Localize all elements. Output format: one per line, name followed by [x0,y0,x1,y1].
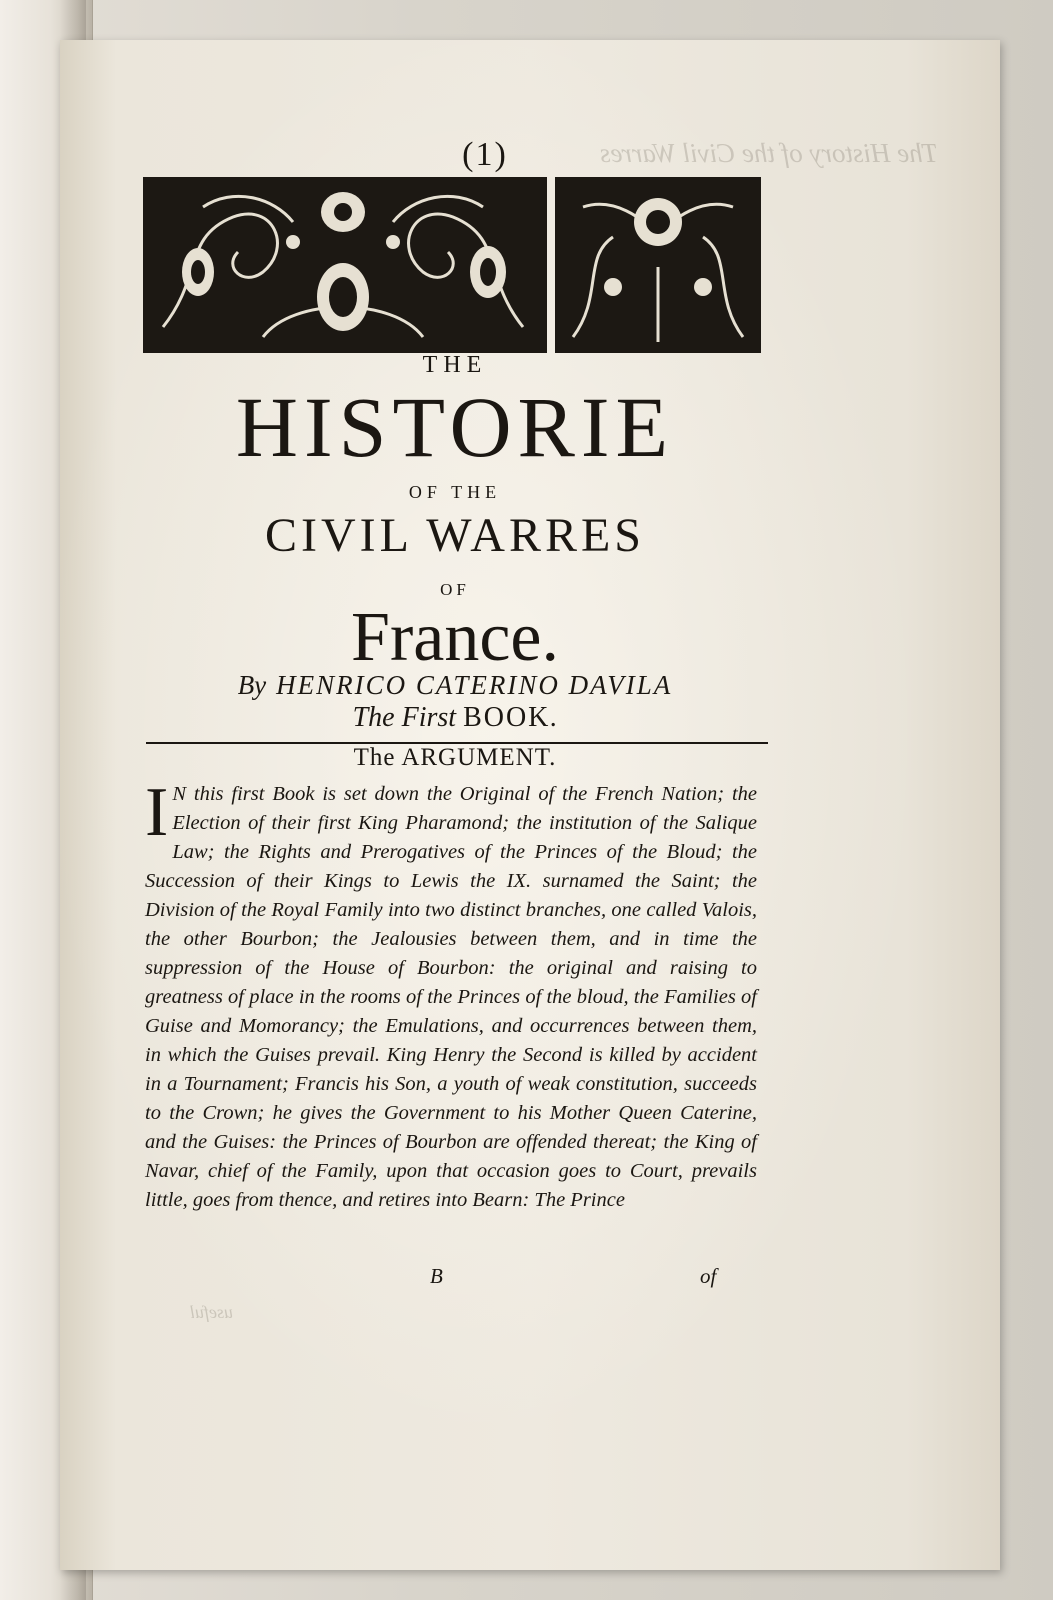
page-number: (1) [462,136,508,173]
bleed-through-word: useful [190,1302,233,1322]
byline-by: By [237,670,267,700]
bleed-through-running-title: The History of the Civil Warres [600,138,938,168]
title-france: France. [351,599,559,676]
author-name: HENRICO CATERINO DAVILA [276,670,673,700]
catchword: of [700,1264,717,1288]
title-historie: HISTORIE [235,379,675,475]
author-byline [145,670,765,701]
signature-mark: B [430,1264,443,1288]
title-civil-warres: CIVIL WARRES [264,509,645,562]
argument-body [145,774,757,1215]
title-the: THE [422,352,488,378]
title-of-the: OF THE [408,482,502,502]
book-page [60,40,1000,1570]
book-word: BOOK [463,702,551,733]
book-prefix: The First [352,702,457,733]
floral-woodcut-headpiece-icon [143,177,761,353]
argument-heading: The ARGUMENT. [353,744,557,771]
drop-cap: I [145,774,169,851]
book-heading [145,702,765,734]
book-period: . [550,702,558,733]
title-of: OF [440,580,470,599]
argument-text: N this first Book is set down the Original of the French Nation; the Election of their first King Pharamond; the institution of the Salique Law; the Rights and Prerogatives of the Princes of the Bloud; the Succession of their Kings to Lewis the IX. surnamed the Saint; the Division of the Royal Family into two distinct branches, one called Valois, the other Bourbon; the Jealousies between them, and in time the suppression of the House of Bourbon: the original and raising to greatness of place in the rooms of the Princes of the bloud, the Families of Guise and Momorancy; the Emulations, and occurrences between them, in which the Guises prevail. King Henry the Second is killed by accident in a Tournament; Francis his Son, a youth of weak constitution, succeeds to the Crown; he gives the Government to his Mother Queen Caterine, and the Guises: the Princes of Bourbon are offended thereat; the King of Navar, chief of the Family, upon that occasion goes to Court, prevails little, goes from thence, and retires into Bearn: The Prince [145,783,757,1211]
